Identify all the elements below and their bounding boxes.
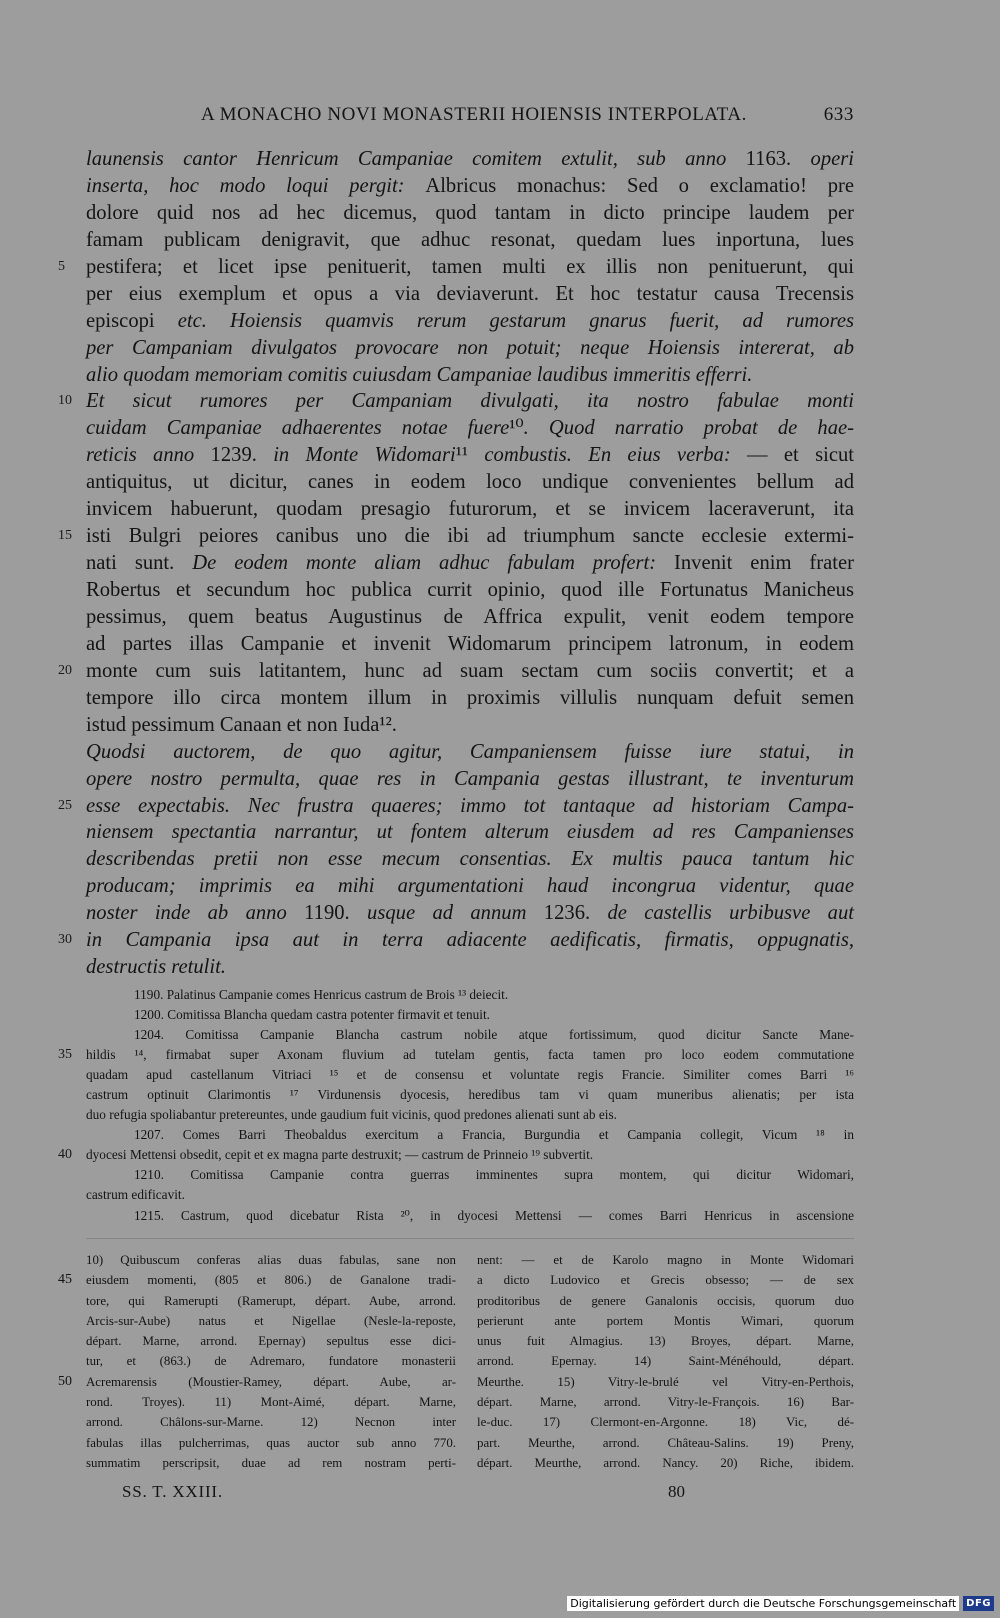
chronicle-entry-line [86,1005,854,1025]
text-run: cuidam Campaniae adhaerentes notae fuere [86,417,510,440]
body-line [86,604,854,631]
chronicle-entry-line [58,1145,854,1165]
text-run: duo refugia spoliabantur pretereuntes, unde gaudium fuit vicinis, quod predones alienati sunt ab eis. [86,1107,617,1123]
footnote-line [477,1311,854,1331]
text-run: hildis ¹⁴, firmabat super Axonam fluvium ad tutelam gentis, facta tamen pro loco eodem commutatione [86,1047,854,1063]
body-line [58,523,854,550]
text-run: alio quodam memoriam comitis cuiusdam Campaniae laudibus immeritis efferri. [86,363,753,386]
body-line [86,550,854,577]
footnote-line [477,1433,854,1453]
text-run: antiquitus, ut dicitur, canes in eodem loco undique convenientes bellum ad [86,471,854,494]
body-line [86,469,854,496]
text-run: — et sicut [747,444,854,467]
footnote-line [477,1250,854,1270]
chronicle-entry-line [58,1045,854,1065]
text-run: monte cum suis latitantem, hunc ad suam sectam cum sociis convertit; et a [86,659,854,682]
text-run: Robertus et secundum hoc publica currit opinio, quod ille Fortunatus Manicheus [86,579,854,601]
text-run: unus fuit Almagius. 13) Broyes, départ. Marne, [477,1334,854,1349]
text-run: launensis cantor Henricum Campaniae comitem extulit, sub anno [86,148,746,170]
text-run: quadam apud castellanum Vitriaci ¹⁵ et de consensu et voluntate regis Francie. Similiter comes Barri ¹⁶ [86,1067,854,1083]
body-line [58,927,854,954]
text-run: Arcis-sur-Aube) natus et Nigellae (Nesle-la-reposte, [86,1313,456,1328]
footnote-line [86,1412,456,1432]
text-run: reticis anno [86,444,211,467]
footnote-line [86,1453,456,1473]
digitization-credit: Digitalisierung gefördert durch die Deutsche Forschungsgemeinschaft [567,1596,959,1611]
footnote-line [477,1372,854,1392]
digitization-footer [567,1594,994,1612]
body-line [58,388,854,415]
line-number: 35 [58,1047,72,1063]
text-run: tempore illo circa montem illum in proximis villulis nunquam defuit semen [86,686,854,709]
text-run: proditoribus de genere Ganalonis occisis, quorum duo [477,1293,854,1308]
body-line [86,577,854,604]
body-line [86,954,854,981]
line-number: 25 [58,797,72,813]
footnote-line [86,1351,456,1371]
text-run: ad partes illas Campanie et invenit Widomarum principem latronum, in eodem [86,632,854,655]
text-run: combustis. En eius verba: [468,444,747,467]
main-text [58,146,855,981]
text-run: tore, qui Ramerupti (Ramerupt, départ. Aube, arrond. [86,1293,456,1308]
text-run: per Campaniam divulgatos provocare non potuit; neque Hoiensis intererat, ab [86,336,854,359]
text-run: pestifera; et licet ipse penituerit, tamen multi ex illis non penituerunt, qui [86,255,854,278]
text-run: 1163. [745,148,792,170]
footnote-line [477,1351,854,1371]
body-line [86,900,854,927]
text-run: destructis retulit. [86,956,226,979]
chronicle-entry-line [86,1085,854,1105]
text-run: niensem spectantia narrantur, ut fontem alterum eiusdem ad res Campanienses [86,821,854,844]
text-run: isti Bulgri peiores canibus uno die ibi ad triumphum sancte ecclesie extermi- [86,525,854,548]
dfg-logo: DFG [963,1596,994,1611]
footnote-line [86,1291,456,1311]
body-line [86,335,854,362]
text-run: ¹¹ [455,444,469,467]
body-line [58,793,854,820]
body-line [86,819,854,846]
text-run: arrond. Châlons-sur-Marne. 12) Necnon inter [86,1415,456,1430]
footnote-line [477,1453,854,1473]
footnote-line [477,1392,854,1412]
text-run: 1190. Palatinus Campanie comes Henricus castrum de Brois ¹³ deiecit. [134,987,509,1002]
page-number: 633 [823,104,854,125]
line-number: 20 [58,662,72,678]
text-run: eiusdem momenti, (805 et 806.) de Ganalone tradi- [86,1273,456,1288]
footnote-line [86,1250,456,1270]
text-run: . [391,713,397,736]
body-line [86,766,854,793]
chronicle-entry-line [86,985,854,1005]
text-run: 10) Quibuscum conferas alias duas fabulas, sane non [86,1253,456,1267]
line-number: 15 [58,528,72,544]
footnote-line [477,1331,854,1351]
body-line [86,415,854,442]
body-line [86,362,854,389]
running-header [86,104,854,134]
text-run: départ. Meurthe, arrond. Nancy. 20) Riche, ibidem. [477,1455,854,1470]
text-run: istud pessimum Canaan et non Iuda [86,713,380,736]
footnote-line [477,1270,854,1290]
text-run: castrum optinuit Clarimontis ¹⁷ Virdunensis dyocesis, heredibus tam vi quam muneribus alienatis; per ista [86,1087,854,1103]
footnote-line [86,1392,456,1412]
text-run: Quodsi auctorem, de quo agitur, Campaniensem fuisse iure statui, in [86,740,854,763]
body-line [86,712,854,739]
sheet-number: 80 [668,1482,685,1501]
footnote-line [86,1331,456,1351]
text-run: usque ad annum [349,902,544,925]
text-run: Acremarensis (Moustier-Ramey, départ. Aube, ar- [86,1374,456,1389]
footnote-line [86,1311,456,1331]
body-line [86,281,854,308]
footnote-line [58,1270,456,1290]
text-run: Albricus monachus: Sed o exclamatio! pre [425,174,854,197]
body-line [86,685,854,712]
body-line [58,658,854,685]
footnote-line [86,1433,456,1453]
body-line [86,846,854,873]
text-run: ¹² [379,713,392,736]
body-line [86,227,854,254]
text-run: 1210. Comitissa Campanie contra guerras imminentes supra montem, qui dicitur Widomari, [134,1167,854,1183]
body-line [86,173,854,200]
text-run: . Quod narratio probat de hae- [523,417,854,440]
text-run: esse expectabis. Nec frustra quaeres; immo tot tantaque ad historiam Campa- [86,794,854,817]
text-run: Invenit enim frater [674,552,855,575]
line-number: 50 [58,1373,72,1389]
text-run: operi [791,148,854,170]
body-line [58,254,854,281]
sheet-signature: SS. T. XXIII. [122,1482,223,1501]
text-run: per eius exemplum et opus a via deviaverunt. Et hoc testatur causa Trecensis [86,282,854,305]
text-run: producam; imprimis ea mihi argumentationi haud incongrua videntur, quae [86,875,854,898]
body-line [86,146,854,173]
text-run: arrond. Epernay. 14) Saint-Ménéhould, départ. [477,1354,854,1369]
text-run: dyocesi Mettensi obsedit, cepit et ex magna parte destruxit; — castrum de Prinneio ¹⁹ subvertit. [86,1147,594,1163]
text-run: 1207. Comes Barri Theobaldus exercitum a Francia, Burgundia et Campania collegit, Vicum ¹⁸ in [134,1127,854,1143]
text-run: le-duc. 17) Clermont-en-Argonne. 18) Vic, dé- [477,1415,854,1430]
line-number: 10 [58,393,72,409]
text-run: summatim perscripsit, duae ad rem nostram perti- [86,1455,456,1470]
line-number: 5 [58,258,65,274]
text-run: nati sunt. [86,552,193,575]
body-line [86,442,854,469]
text-run: tur, et (863.) de Adremaro, fundatore monasterii [86,1354,456,1369]
body-line [86,631,854,658]
text-run: noster inde ab anno [86,902,305,925]
body-line [86,873,854,900]
text-run: rond. Troyes). 11) Mont-Aimé, départ. Marne, [86,1395,456,1410]
text-run: perierunt ante portem Montis Wimari, quorum [477,1313,854,1328]
text-run: de castellis urbibusve aut [590,902,854,925]
footnotes-right-column [477,1250,854,1473]
text-run: part. Meurthe, arrond. Château-Salins. 19) Preny, [477,1435,854,1450]
chronicle-entry-line [86,1185,854,1205]
text-run: départ. Marne, arrond. Epernay) sepultus esse dici- [86,1334,456,1349]
chronicle-entry-line [86,1125,854,1145]
text-run: départ. Marne, arrond. Vitry-le-François. 16) Bar- [477,1395,854,1410]
footnote-line [477,1412,854,1432]
text-run: 1239. [210,444,257,467]
text-run: nent: — et de Karolo magno in Monte Widomari [477,1253,854,1267]
text-run: famam publicam denigravit, que adhuc resonat, quedam lues inportuna, lues [86,228,854,251]
text-run: De eodem monte aliam adhuc fabulam profert: [192,552,675,575]
chronicle-entry-line [86,1206,854,1226]
text-run: opere nostro permulta, quae res in Campania gestas illustrant, te inventurum [86,767,854,790]
body-line [86,200,854,227]
body-line [86,739,854,766]
text-run: a dicto Ludovico et Grecis obsesso; — de sex [477,1273,854,1288]
body-line [86,308,854,335]
body-line [86,496,854,523]
line-number: 30 [58,932,72,948]
text-run: 1200. Comitissa Blancha quedam castra potenter firmavit et tenuit. [134,1007,490,1023]
text-run: 1236. [543,902,591,925]
chronicle-entry-line [86,1025,854,1045]
line-number: 45 [58,1272,72,1288]
running-title: A MONACHO NOVI MONASTERII HOIENSIS INTERPOLATA. [201,104,748,125]
text-run: describendas pretii non esse mecum consentias. Ex multis pauca tantum hic [86,848,854,871]
footnote-line [477,1291,854,1311]
text-run: etc. Hoiensis quamvis rerum gestarum gnarus fuerit, ad rumores [177,309,854,332]
text-run: Et sicut rumores per Campaniam divulgati, ita nostro fabulae monti [86,390,854,413]
text-run: ¹⁰ [509,417,524,440]
footnote-divider [86,1238,854,1239]
chronicle-entries [58,985,854,1226]
text-run: inserta, hoc modo loqui pergit: [86,174,426,197]
text-run: 1204. Comitissa Campanie Blancha castrum nobile atque fortissimum, quod dicitur Sancte Mane- [134,1027,854,1043]
text-run: Meurthe. 15) Vitry-le-brulé vel Vitry-en-Perthois, [477,1374,854,1389]
text-run: in Campania ipsa aut in terra adiacente aedificatis, firmatis, oppugnatis, [86,929,854,952]
footnotes-left-column [58,1250,456,1473]
chronicle-entry-line [86,1105,854,1125]
text-run: fabulas illas pulcherrimas, quas auctor sub anno 770. [86,1435,456,1450]
text-run: 1215. Castrum, quod dicebatur Rista ²⁰, in dyocesi Mettensi — comes Barri Henricus in ascensione [134,1207,854,1223]
text-run: castrum edificavit. [86,1187,185,1203]
line-number: 40 [58,1147,72,1163]
text-run: episcopi [86,309,178,332]
chronicle-entry-line [86,1165,854,1185]
chronicle-entry-line [86,1065,854,1085]
footnote-line [58,1372,456,1392]
text-run: pessimus, quem beatus Augustinus de Affrica expulit, venit eodem tempore [86,605,854,628]
text-run: 1190. [304,902,350,925]
text-run: dolore quid nos ad hec dicemus, quod tantam in dicto principe laudem per [86,201,854,224]
text-run: in Monte Widomari [256,444,456,467]
text-run: invicem habuerunt, quodam presagio futurorum, et se invicem laceraverunt, ita [86,498,854,521]
